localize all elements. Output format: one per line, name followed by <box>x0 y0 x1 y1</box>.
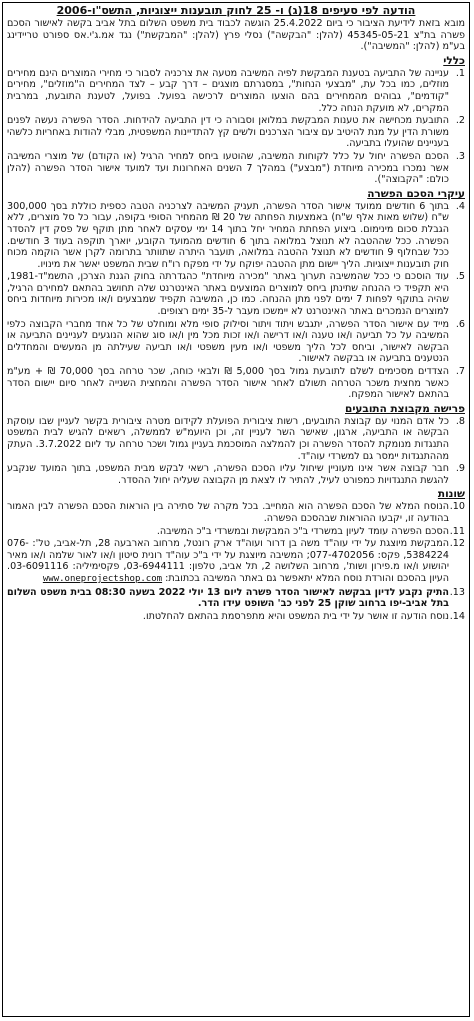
list-item <box>7 538 465 585</box>
section-misc: שונות <box>437 488 465 501</box>
item-text: בתוך 6 חודשים ממועד אישור הסדר הפשרה, תעניק המשיבה לצרכניה הטבה כספית כוללת בסך 300,000 ש"ח (שלוש מאות אלף ש"ח) באמצעות הפחתה של 20 ₪ מהמחיר הסופי בקופה, עבור כל סל מוצרים, ללא הגבלת סכום מינימום. ביצוע הפחתת המחיר יחל בתוך 14 ימי עסקים לאחר מתן תוקף של פסק דין להסדר הפשרה. ככל שההטבה לא תנוצל במלואה בתוך 6 חודשים מהמועד הקובע, יוארך תוקפה בעוד 3 חודשים. ככל שבחלוף 9 חודשים לא תנוצל ההטבה במלואה, תועבר היתרה שתוותר בתרומה לקרן אשר הוקמה מכוח חוק תובענות ייצוגיות. הליך יישום מתן ההטבה יפוקח על ידי מפקח רו"ח שבית המשפט יאשר את מינויו. <box>7 200 449 270</box>
section-opt-out: פרישה מקבוצת התובעים <box>345 402 465 415</box>
legal-notice <box>2 2 470 1017</box>
item-text: התובעת מכחישה את טענות המבקשת במלואן וסבורה כי דין התביעה להידחות. הסדר הפשרה נעשה לפנים משורת הדין על מנת להיטיב עם ציבור הצרכנים ולשים קץ להתדיינות המשפטית, מבלי להודות באחריות כלשהי בעניינים שהועלו בתביעה. <box>7 115 449 150</box>
list-item <box>7 115 465 150</box>
item-number: 9. <box>455 463 465 475</box>
list-item <box>7 68 465 114</box>
item-text: נוסח הודעה זו אושר על ידי בית המשפט והיא מתפרסמת בהתאם להחלטתו. <box>142 610 449 622</box>
item-number: 14. <box>449 610 465 622</box>
notice-title: הודעה לפי סעיפים 18(ג) ו- 25 לחוק תובענות ייצוגיות, התשס"ו-2006 <box>56 4 416 17</box>
list-item <box>7 501 465 524</box>
item-text: הצדדים מסכימים לשלם לתובעת גמול בסך 5,000 ₪ ולבאי כוחה, שכר טרחה בסך 70,000 ₪ + מע"מ כאשר מחצית משכר הטרחה תשולם לאחר אישור הסדר הפשרה והמחצית השנייה לאחר סיום יישום הסדר בהתאם לאישור המפקח. <box>7 366 449 401</box>
hearing-date-text: התיק נקבע לדיון בבקשה לאישור הסדר פשרה ליום 13 יולי 2022 בשעה 08:30 בבית משפט השלום בתל אביב-יפו ברחוב שוקן 25 לפני כב' השופט עידו הדר. <box>7 586 449 610</box>
item-text: חבר קבוצה אשר אינו מעוניין שיחול עליו הסכם הפשרה, רשאי לבקש מבית המשפט, בתוך המועד שנקבע להגשת התנגדויות כמפורט לעיל, להתיר לו לצאת מן הקבוצה שעליה יחול ההסדר. <box>7 463 449 486</box>
list-item <box>7 366 465 401</box>
item-text: הסכם הפשרה יחול על כלל לקוחות המשיבה, שהוטעו ביחס למחיר הרגיל (או הקודם) של מוצרי המשיבה אשר נמכרו במכירה מיוחדת ("מבצע") במהלך 7 השנים האחרונות ועד למועד אישור הסדר הפשרה (להלן כולם: "הקבוצה"). <box>7 150 449 186</box>
item-number: 6. <box>455 318 465 330</box>
list-item <box>7 463 465 486</box>
item-text: עניינה של התביעה בטענת המבקשת לפיה המשיבה מטעה את צרכניה לסבור כי מחירי המוצרים הינם מחירים מוזלים, כמו בכל עת, "מבצעי הנחות", במסגרתם מוצגים – דרך קבע – לצד המחירים ה"מוזלים", מחירים "קודמים", גבוהים מהמחירים בהם הוצעו המוצרים לרכישה בפועל. בפועל, לטענת התובעת, במרבית המקרים, לא מועקת הנחה כלל. <box>7 67 449 114</box>
item-number: 5. <box>455 271 465 283</box>
list-item <box>7 416 465 462</box>
list-item <box>7 319 465 365</box>
item-text: עוד הוסכם כי ככל שהמשיבה תערוך באתר "מכירה מיוחדת" כהגדרתה בחוק הגנת הצרכן, התשמ"ד-1981, היא תקפיד כי ההנחה שתינתן ביחס למוצרים המוצעים באתר האינטרנט שלה תחושב בהתאם למחירם הרגיל, שהיה בתוקף לפחות 7 ימים לפני מתן ההנחה. כמו כן, המשיבה תקפיד שמבצעים ו/או מכירות מיוחדות ביחס למוצרים הנמכרים באתר האינטרנט לא יימשכו מעבר ל-35 ימים רצופים. <box>7 271 450 318</box>
item-text: מייד עם אישור הסדר הפשרה, יתגבש ויתוד ויתור וסילוק סופי מלא ומוחלט של כל אחד מחברי הקבוצה כלפי המשיבה על כל תביעה ו/או טענה ו/או דרישה ו/או זכות מכל מין ו/או סוג שהוא הנוגעים לעניינים התביעה או הבקשה לאישור, וביחס לכל הליך משפטי ו/או מעין משפטי ו/או תביעה שעילתה מן המעשים והמחדלים הנטענים בתביעה או בבקשה לאישור. <box>7 318 449 365</box>
item-number: 8. <box>455 415 465 427</box>
list-item <box>7 587 465 610</box>
item-number: 11. <box>449 525 465 537</box>
item-text: הנוסח המלא של הסכם הפשרה הוא המחייב. בכל מקרה של סתירה בין הוראות הסכם הפשרה לבין האמור בהודעה זו, יקבעו ההוראות שבהסכם הפשרה. <box>7 501 449 524</box>
section-general: כללי <box>443 54 465 67</box>
list-item <box>7 151 465 186</box>
item-number: 10. <box>449 501 465 513</box>
notice-intro: מובא בזאת לידיעת הציבור כי ביום 25.4.2022 הוגשה לכבוד בית משפט השלום בתל אביב בקשה לאישור הסכם פשרה בת"צ 45345-05-21 (להלן: "הבקשה") נסלי פרץ (להלן: "המבקשת") נגד אמ.ג'י.אס ספורט טריידינג בע"מ (להלן: "המשיבה"). <box>7 18 466 53</box>
item-number: 12. <box>449 538 465 550</box>
section-essence: עיקרי הסכם הפשרה <box>367 187 465 200</box>
item-number: 4. <box>455 200 465 212</box>
website-link[interactable]: www.oneprojectshop.com <box>42 573 163 584</box>
item-number: 2. <box>455 115 465 127</box>
list-item <box>7 611 465 623</box>
list-item <box>7 201 465 271</box>
item-number: 3. <box>455 150 465 162</box>
item-text: המבקשת מיוצגת על ידי עוה"ד משה בן דרור ועוה"ד ארק רונטל, מרחוב הארבעה 28, תל-אביב, טל': 076-5384224, פקס: 077-4702056; המשיבה מיוצגת על ידי ב"כ עוה"ד רונית סיטון ו/או לאור שלמה ו/או מאיר יהושוע ו/או מ.פירון ושות', מרחוב השלושה 2, תל אביב, טלפון: 03-6944111, פקסימיליה: 03-6091116. העיון בהסכם והורדת נוסח המלא יתאפשר גם באתר המשיבה בכתובת: <box>7 538 449 584</box>
item-number: 13. <box>449 586 465 598</box>
item-text: הסכם הפשרה עומד לעיון במשרדי ב"כ המבקשת ובמשרדי ב"כ המשיבה. <box>156 525 449 537</box>
item-text: כל אדם המנוי עם קבוצת התובעים, רשות ציבורית הפועלת לקידום מטרה ציבורית בקשר לעניין שבו עוסקת הבקשה או התביעה, ארגון, שאישר השר לעניין זה, וכן היועמ"ש לממשלה, רשאים להגיש לבית המשפט התנגדות מנומקת להסדר הפשרה וכן להמלצה המוסכמת בעניין גמול ושכר טרחה עד ליום 3.7.2022. העתק מההתנגדות יימסר גם למשרדי עוה"ד. <box>7 415 449 462</box>
list-item <box>7 271 465 317</box>
item-number: 1. <box>455 67 465 79</box>
list-item <box>7 526 465 538</box>
item-number: 7. <box>455 366 465 378</box>
